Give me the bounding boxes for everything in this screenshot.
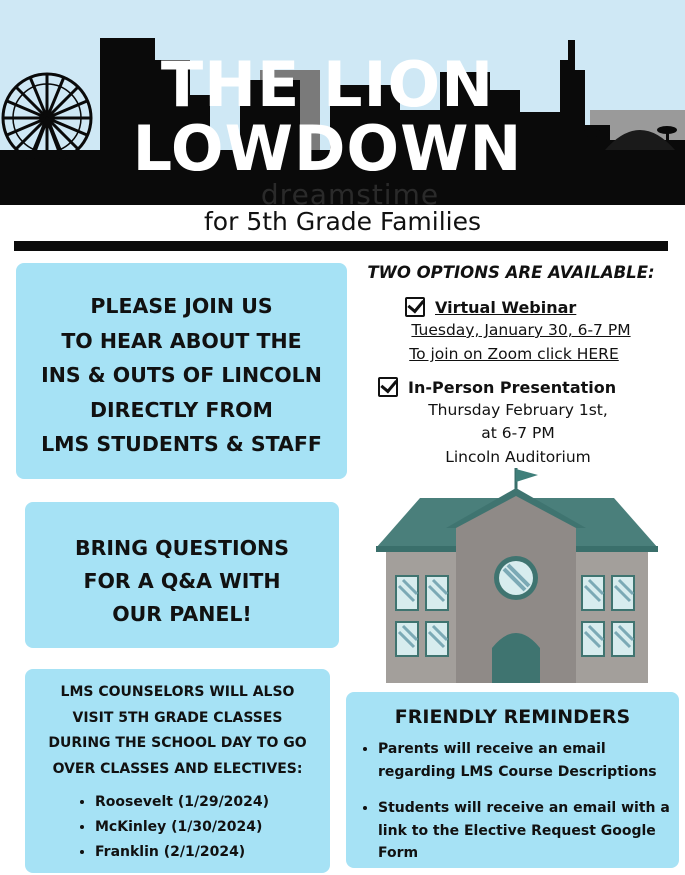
school-visit-item: • McKinley (1/30/2024) (95, 815, 330, 840)
join-us-box (16, 263, 347, 479)
in-person-time: at 6-7 PM (481, 424, 555, 442)
questions-line: OUR PANEL! (112, 602, 252, 626)
join-line: LMS STUDENTS & STAFF (41, 432, 322, 456)
counselors-line: OVER CLASSES AND ELECTIVES: (52, 760, 303, 777)
in-person-location: Lincoln Auditorium (445, 448, 591, 466)
in-person-label: In-Person Presentation (408, 377, 617, 397)
school-visit-list (95, 790, 330, 865)
virtual-webinar-date: Tuesday, January 30, 6-7 PM (411, 321, 631, 339)
counselors-line: VISIT 5TH GRADE CLASSES (72, 709, 283, 726)
reminder-item: • Students will receive an email with a link to the Elective Request Google Form (378, 797, 679, 865)
options-heading: TWO OPTIONS ARE AVAILABLE: (367, 263, 655, 282)
reminder-item: • Parents will receive an email regarding LMS Course Descriptions (378, 738, 679, 783)
counselors-line: LMS COUNSELORS WILL ALSO (60, 684, 295, 700)
zoom-join-link[interactable]: To join on Zoom click HERE (409, 345, 619, 363)
counselors-line: DURING THE SCHOOL DAY TO GO (48, 735, 307, 751)
title-line-1: THE LION (160, 48, 495, 121)
questions-box (25, 502, 339, 648)
join-line: PLEASE JOIN US (90, 294, 273, 318)
in-person-date: Thursday February 1st, (428, 401, 608, 419)
friendly-reminders-box (346, 692, 679, 868)
counselors-box (25, 669, 330, 873)
virtual-webinar-option (405, 297, 576, 317)
in-person-option (378, 377, 616, 397)
school-visit-item: • Roosevelt (1/29/2024) (95, 790, 330, 815)
join-line: TO HEAR ABOUT THE (61, 328, 302, 353)
subtitle: for 5th Grade Families (204, 207, 481, 236)
questions-line: BRING QUESTIONS (75, 536, 289, 560)
school-building-icon (374, 466, 660, 684)
join-line: INS & OUTS OF LINCOLN (41, 363, 322, 387)
title-line-2: LOWDOWN (132, 112, 523, 185)
questions-line: FOR A Q&A WITH (83, 569, 281, 593)
virtual-webinar-label: Virtual Webinar (435, 297, 577, 317)
header-banner (0, 0, 685, 205)
watermark: dreamstime (260, 178, 440, 205)
reminders-list (378, 738, 679, 865)
school-visit-item: • Franklin (2/1/2024) (95, 840, 330, 865)
reminders-title: FRIENDLY REMINDERS (394, 706, 631, 728)
join-line: DIRECTLY FROM (90, 397, 273, 422)
checkbox-icon (378, 377, 398, 397)
checkbox-icon (405, 297, 425, 317)
divider (14, 241, 668, 251)
